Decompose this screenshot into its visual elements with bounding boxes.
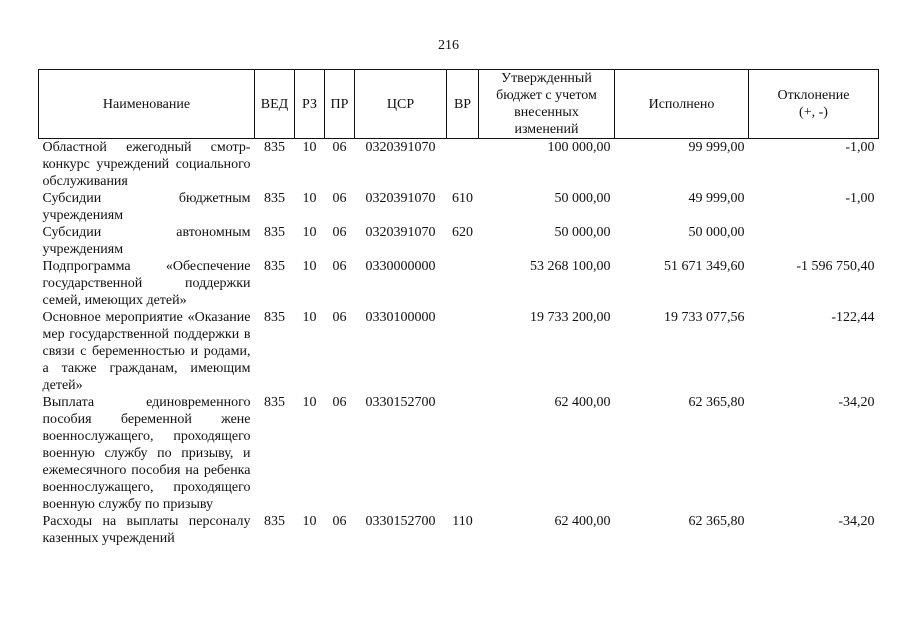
row-rz: 10 (302, 140, 317, 155)
table-header-row (39, 70, 879, 139)
row-pr: 06 (332, 514, 347, 529)
row-ved: 835 (264, 310, 285, 325)
row-executed: 51 671 349,60 (664, 259, 745, 274)
table-row (39, 513, 879, 547)
row-csr: 0320391070 (365, 140, 436, 155)
row-approved: 62 400,00 (554, 395, 611, 410)
table-row (39, 258, 879, 309)
row-rz: 10 (302, 395, 317, 410)
table-row (39, 224, 879, 258)
row-vr (447, 139, 479, 191)
row-rz: 10 (302, 225, 317, 240)
header-deviation-title: Отклонение (777, 88, 850, 103)
header-executed: Исполнено (615, 70, 749, 139)
row-csr: 0320391070 (365, 191, 436, 206)
row-csr: 0330152700 (365, 514, 436, 529)
row-deviation: -1 596 750,40 (796, 259, 875, 274)
header-deviation-sign: (+, -) (799, 105, 828, 120)
row-ved: 835 (264, 191, 285, 206)
header-approved: Утвержденный бюджет с учетом внесенных изменений (479, 70, 615, 139)
row-vr: 110 (452, 514, 473, 529)
row-pr: 06 (332, 310, 347, 325)
row-name: Субсидии автономным учреждениям (42, 225, 251, 257)
row-deviation (749, 224, 879, 258)
row-pr: 06 (332, 259, 347, 274)
row-executed: 19 733 077,56 (664, 310, 745, 325)
page-number: 216 (438, 38, 459, 53)
row-name: Областной ежегодный смотр-конкурс учреждений социального обслуживания (42, 140, 251, 189)
row-deviation: -34,20 (838, 395, 875, 410)
row-ved: 835 (264, 514, 285, 529)
row-rz: 10 (302, 191, 317, 206)
row-name: Расходы на выплаты персоналу казенных учреждений (42, 514, 251, 546)
row-rz: 10 (302, 514, 317, 529)
row-ved: 835 (264, 140, 285, 155)
row-pr: 06 (332, 395, 347, 410)
row-deviation: -122,44 (831, 310, 875, 325)
row-ved: 835 (264, 225, 285, 240)
row-approved: 50 000,00 (554, 225, 611, 240)
row-ved: 835 (264, 259, 285, 274)
header-csr: ЦСР (355, 70, 447, 139)
header-pr: ПР (325, 70, 355, 139)
row-rz: 10 (302, 259, 317, 274)
table-body (39, 139, 879, 548)
table-row (39, 394, 879, 513)
row-csr: 0330100000 (365, 310, 436, 325)
header-vr: ВР (447, 70, 479, 139)
row-name: Субсидии бюджетным учреждениям (42, 191, 251, 223)
row-name: Выплата единовременного пособия беременной жене военнослужащего, проходящего военную службу по призыву, и ежемесячного пособия на ребенка военнослужащего, проходящего военную службу по призыву (42, 395, 251, 512)
row-vr (447, 258, 479, 309)
row-vr (447, 394, 479, 513)
row-executed: 49 999,00 (688, 191, 745, 206)
row-vr: 610 (452, 191, 473, 206)
row-vr (447, 309, 479, 394)
header-ved: ВЕД (255, 70, 295, 139)
row-approved: 100 000,00 (547, 140, 611, 155)
header-deviation (749, 70, 879, 139)
table-row (39, 190, 879, 224)
row-approved: 50 000,00 (554, 191, 611, 206)
row-deviation: -34,20 (838, 514, 875, 529)
row-executed: 62 365,80 (688, 514, 745, 529)
row-name: Основное мероприятие «Оказание мер государственной поддержки в связи с беременностью и родами, а также гражданам, имеющим детей» (42, 310, 251, 393)
row-csr: 0330000000 (365, 259, 436, 274)
row-vr: 620 (452, 225, 473, 240)
row-pr: 06 (332, 140, 347, 155)
row-csr: 0320391070 (365, 225, 436, 240)
row-executed: 62 365,80 (688, 395, 745, 410)
header-rz: РЗ (295, 70, 325, 139)
row-deviation: -1,00 (845, 140, 875, 155)
table-row (39, 309, 879, 394)
table-row (39, 139, 879, 191)
header-name: Наименование (39, 70, 255, 139)
row-pr: 06 (332, 225, 347, 240)
row-executed: 50 000,00 (688, 225, 745, 240)
row-approved: 53 268 100,00 (530, 259, 611, 274)
row-approved: 19 733 200,00 (530, 310, 611, 325)
row-deviation: -1,00 (845, 191, 875, 206)
row-approved: 62 400,00 (554, 514, 611, 529)
row-name: Подпрограмма «Обеспечение государственной поддержки семей, имеющих детей» (42, 259, 251, 308)
row-pr: 06 (332, 191, 347, 206)
row-executed: 99 999,00 (688, 140, 745, 155)
row-ved: 835 (264, 395, 285, 410)
row-rz: 10 (302, 310, 317, 325)
budget-table (38, 69, 879, 547)
row-csr: 0330152700 (365, 395, 436, 410)
